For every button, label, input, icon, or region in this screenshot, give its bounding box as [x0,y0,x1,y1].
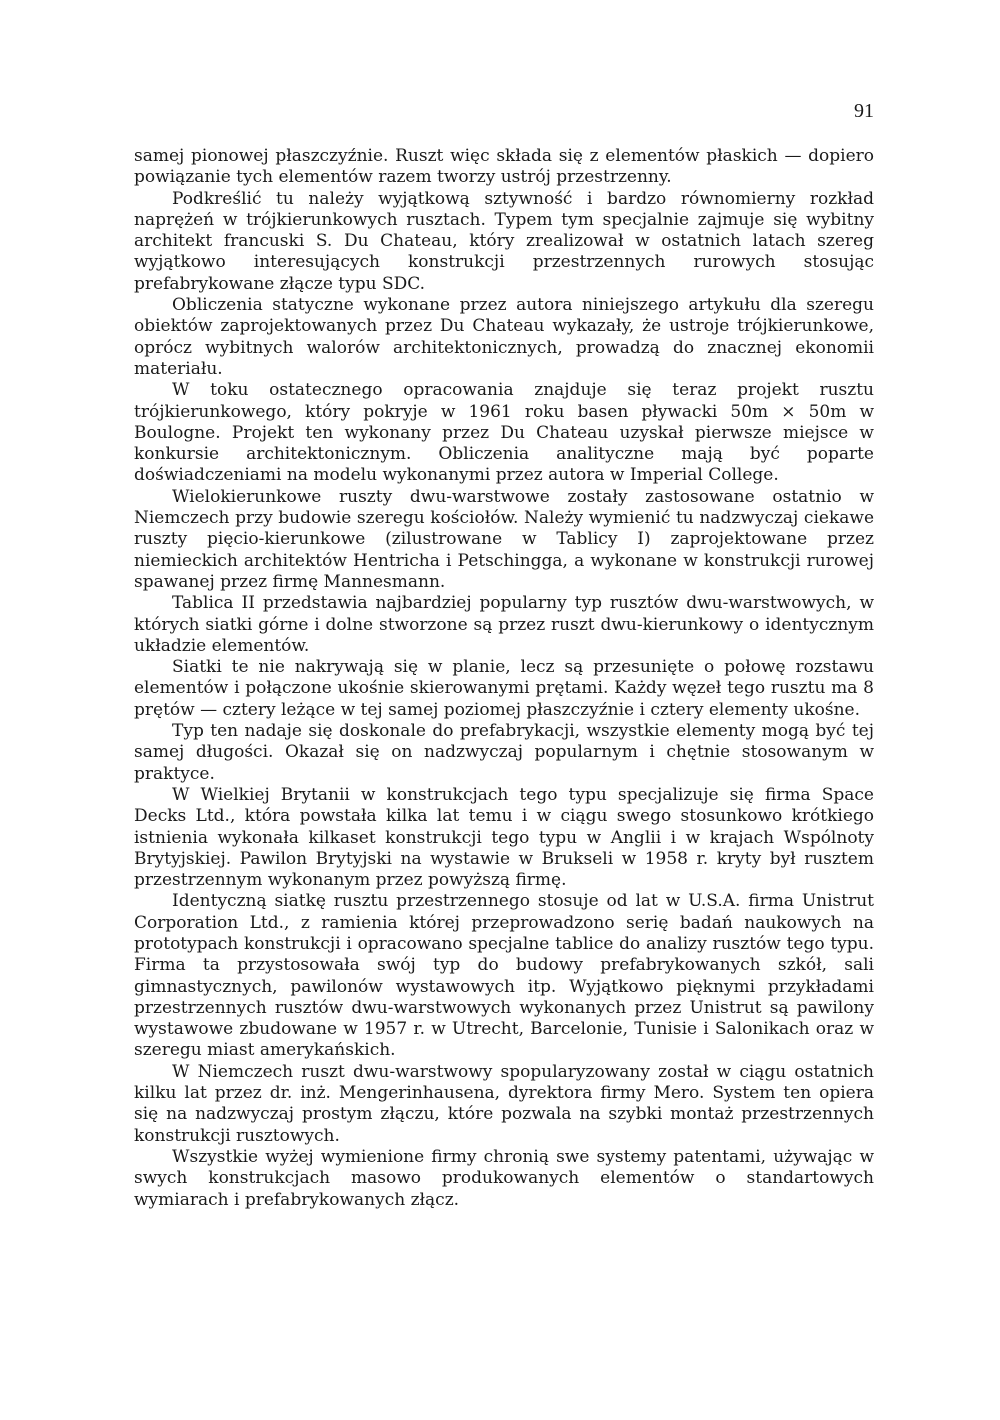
paragraph-3: Obliczenia statyczne wykonane przez autora niniejszego artykułu dla szeregu obiektów zaprojektowanych przez Du Chateau wykazały, że ustroje trójkierunkowe, oprócz wybitnych walorów architektonicznych, prowadzą do znacznej ekonomii materiału. [134,295,874,379]
paragraph-1: samej pionowej płaszczyźnie. Ruszt więc składa się z elementów płaskich — dopiero powiązanie tych elementów razem tworzy ustrój przestrzenny. [134,146,874,188]
paragraph-6: Tablica II przedstawia najbardziej popularny typ rusztów dwu-warstwowych, w których siatki górne i dolne stworzone są przez ruszt dwu-kierunkowy o identycznym układzie elementów. [134,593,874,656]
paragraph-7: Siatki te nie nakrywają się w planie, lecz są przesunięte o połowę rozstawu elementów i połączone ukośnie skierowanymi prętami. Każdy węzeł tego rusztu ma 8 prętów — cztery leżące w tej samej poziomej płaszczyźnie i cztery elementy ukośne. [134,657,874,720]
paragraph-4: W toku ostatecznego opracowania znajduje się teraz projekt rusztu trójkierunkowego, który pokryje w 1961 roku basen pływacki 50m × 50m w Boulogne. Projekt ten wykonany przez Du Chateau uzyskał pierwsze miejsce w konkursie architektonicznym. Obliczenia analityczne mają być poparte doświadczeniami na modelu wykonanymi przez autora w Imperial College. [134,380,874,486]
paragraph-10: Identyczną siatkę rusztu przestrzennego stosuje od lat w U.S.A. firma Unistrut Corporation Ltd., z ramienia której przeprowadzono serię badań naukowych na prototypach konstrukcji i opracowano specjalne tablice do analizy rusztów tego typu. Firma ta przystosowała swój typ do budowy prefabrykowanych szkół, sali gimnastycznych, pawilonów wystawowych itp. Wyjątkowo pięknymi przykładami przestrzennych rusztów dwu-warstwowych wykonanych przez Unistrut są pawilony wystawowe zbudowane w 1957 r. w Utrecht, Barcelonie, Tunisie i Salonikach oraz w szeregu miast amerykańskich. [134,891,874,1061]
page-number: 91 [854,100,874,122]
paragraph-9: W Wielkiej Brytanii w konstrukcjach tego typu specjalizuje się firma Space Decks Ltd., która powstała kilka lat temu i w ciągu swego stosunkowo krótkiego istnienia wykonała kilkaset konstrukcji tego typu w Anglii i w krajach Wspólnoty Brytyjskiej. Pawilon Brytyjski na wystawie w Brukseli w 1958 r. kryty był rusztem przestrzennym wykonanym przez powyższą firmę. [134,784,874,891]
paragraph-8: Typ ten nadaje się doskonale do prefabrykacji, wszystkie elementy mogą być tej samej długości. Okazał się on nadzwyczaj popularnym i chętnie stosowanym w praktyce. [134,721,874,784]
paragraph-12: Wszystkie wyżej wymienione firmy chronią swe systemy patentami, używając w swych konstrukcjach masowo produkowanych elementów o standartowych wymiarach i prefabrykowanych złącz. [134,1146,874,1210]
paragraph-5: Wielokierunkowe ruszty dwu-warstwowe zostały zastosowane ostatnio w Niemczech przy budowie szeregu kościołów. Należy wymienić tu nadzwyczaj ciekawe ruszty pięcio-kierunkowe (zilustrowane w Tablicy I) zaprojektowane przez niemieckich architektów Hentricha i Petschingga, a wykonane w konstrukcji rurowej spawanej przez firmę Mannesmann. [134,486,874,592]
paragraph-2: Podkreślić tu należy wyjątkową sztywność i bardzo równomierny rozkład naprężeń w trójkierunkowych rusztach. Typem tym specjalnie zajmuje się wybitny architekt francuski S. Du Chateau, który zrealizował w ostatnich latach szereg wyjątkowo interesujących konstrukcji przestrzennych rurowych stosując prefabrykowane złącze typu SDC. [134,188,874,294]
page-body [134,146,874,1211]
paragraph-11: W Niemczech ruszt dwu-warstwowy spopularyzowany został w ciągu ostatnich kilku lat przez dr. inż. Mengerinhausena, dyrektora firmy Mero. System ten opiera się na nadzwyczaj prostym złączu, które pozwala na szybki montaż przestrzennych konstrukcji rusztowych. [134,1061,874,1146]
